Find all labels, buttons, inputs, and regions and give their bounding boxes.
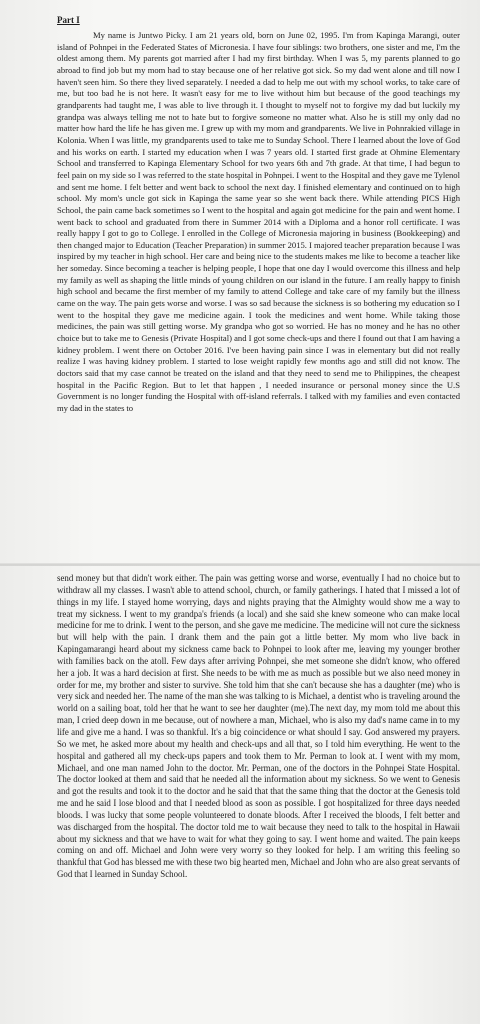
document-page-2 [0, 566, 480, 1024]
page-1-paragraph: My name is Juntwo Picky. I am 21 years old, born on June 02, 1995. I'm from Kapinga Marangi, outer island of Pohnpei in the Federated States of Micronesia. I have four siblings: two brothers, one sister and me, I'm the oldest among them. My parents got married after I had my first birthday. When I was 5, my parents planned to go abroad to find job but my mom had to stay because one of her relative got sick. So my dad went alone and till now I haven't seen him. So there they lived separately. I needed a dad to help me out with my school works, to take care of me, but too bad he is not here. It wasn't easy for me to live without him but because of the good teachings my grandparents had taught me, I was able to live through it. I thought to myself not to forgive my dad but luckily my grandpa was always telling me not to hate but to forgive someone no matter what. Also he is still my only dad no matter how hard the life he has given me. I grew up with my mom and grandparents. We live in Pohnrakied village in Kolonia. When I was little, my grandparents used to take me to Sunday School. There I learned about the love of God and his works on earth. I started my education when I was 7 years old. I started first grade at Ohmine Elementary School and transferred to Kapinga Elementary School for two years 6th and 7th grade. At that time, I had begun to feel pain on my side so I was referred to the state hospital in Pohnpei. I went to the Hospital and they gave me Tylenol and sent me home. I felt better and went back to school the next day. I finished elementary and continued on to high school. My mom's uncle got sick in Kapinga the same year so she went back there. While attending PICS High School, the pain came back sometimes so I went to the hospital and again got medicine for the pain and went home. I went back to school and graduated from there in Summer 2014 with a Diploma and a honor roll certificate. I was really happy I got to go to College. I enrolled in the College of Micronesia majoring in business (Bookkeeping) and then changed major to Education (Teacher Preparation) in summer 2015. I majored teacher preparation because I was inspired by my teacher in high school. Her care and being nice to the students makes me like to become a teacher like her someday. Since becoming a teacher is helping people, I hope that one day I would overcome this illness and help my family as well as shaping the little minds of young children on our island in the future. I am really happy to finish high school and became the first member of my family to attend College and take care of my family but the illness came on the way. The pain gets worse and worse. I was so sad because the sickness is so bothering my education so I went to the hospital they gave me medicine again. I took the medicines and went home. While taking those medicines, the pain was still getting worse. My grandpa who got so worried. He has no money and he has no other choice but to take me to Genesis (Private Hospital) and I got some check-ups and there I found out that I am having a kidney problem. I went there on October 2016. I've been having pain since I was in elementary but did not really realize I was having kidney problem. I started to lose weight rapidly few months ago and still did not know. The doctors said that my case cannot be treated on the island and that they need to send me to Philippines, the cheapest hospital in the Pacific Region. But to let that happen , I needed insurance or personal money since the U.S Government is no longer funding the Hospital with off-island referrals. I talked with my families and even contacted my dad in the states to [57, 30, 460, 413]
part-title: Part I [57, 15, 80, 25]
page-2-paragraph: send money but that didn't work either. The pain was getting worse and worse, eventually I had no choice but to withdraw all my classes. I wasn't able to attend school, church, or family gatherings. I hated that I missed a lot of things in my life. I stayed home worrying, days and nights praying that the Almighty would show me a way to treat my sickness. I went to my grandpa's friends (a local) and she said she knew someone who can make local medicine for me to drink. I went to the person, and she gave me medicine. The medicine will not cure the sickness but will help with the pain. I drank them and the pain got a little better. My mom who live back in Kapingamarangi heard about my sickness came back to Pohnpei to look after me, leaving my younger brother with families back on the atoll. Few days after arriving Pohnpei, she met someone she didn't know, who offered her a job. It was a hard decision at first. She needs to be with me as much as possible but we also need money in order for me, my brother and sister to survive. She told him that she can't because she has a daughter (me) who is very sick and needed her. The name of the man she was talking to is Michael, a dentist who is traveling around the world on a sailing boat, told her that he want to see her daughter (me).The next day, my mom told me about this man, I cried deep down in me because, out of nowhere a man, Michael, who is also my dad's name came in to my life and give me a hand. I was so thankful. It's a big coincidence or what should I say. God answered my prayers. So we met, he asked more about my health and check-ups and all that, so I told him everything. He went to the hospital and gathered all my check-ups papers and took them to Mr. Perman to look at. I went with my mom, Michael, and one man named John to the doctor. Mr. Perman, one of the doctors in the Pohnpei State Hospital. The doctor looked at them and said that he needed all the information about my sickness. So we went to Genesis and got the results and took it to the doctor and he said that that the same thing that the doctor at the Genesis told me and he said I lose blood and that I needed blood as soon as possible. I got hospitalized for three days needed bloods. I was lucky that some people volunteered to donate bloods. After I received the bloods, I felt better and was discharged from the hospital. The doctor told me to wait because they need to talk to the hospital in Hawaii about my sickness and that we have to wait for what they going to say. I went home and waited. The pain keeps coming on and off. Michael and John were very worry so they looked for help. I am writing this feeling so thankful that God has blessed me with these two big hearted men, Michael and John who are also great servants of God that I learned in Sunday School. [57, 573, 460, 880]
